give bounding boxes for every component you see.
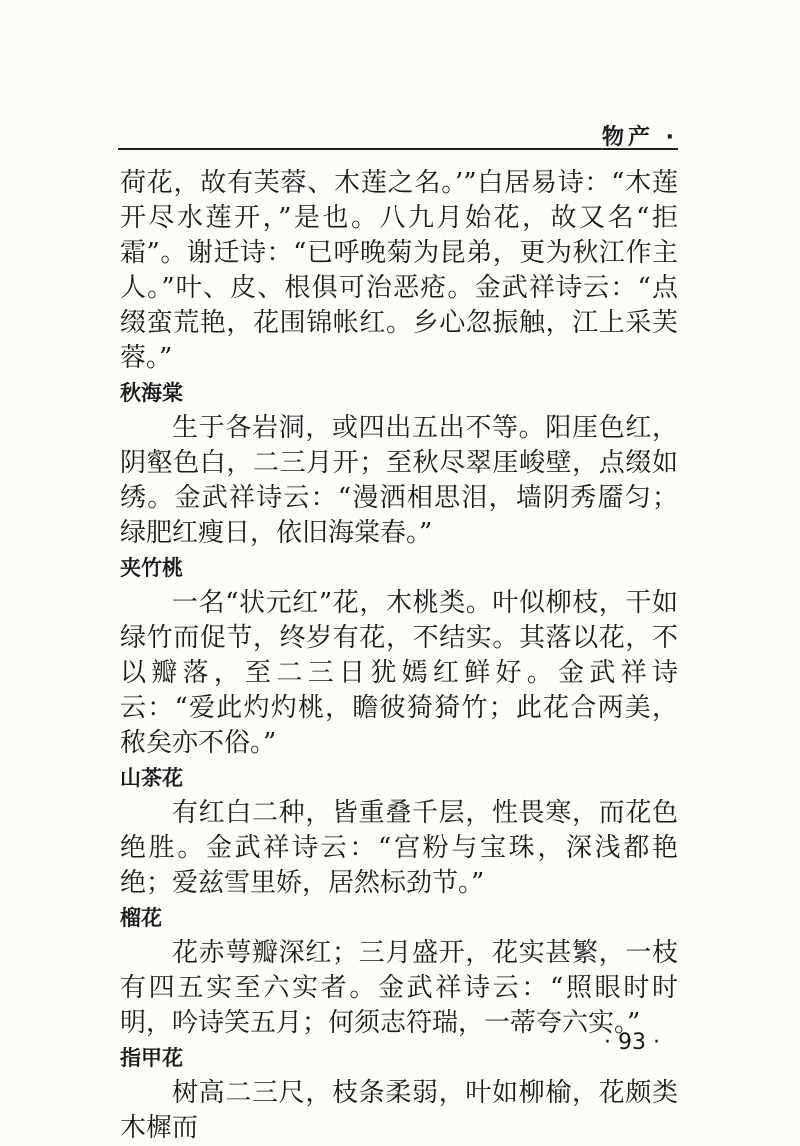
entry-text: 花赤萼瓣深红；三月盛开，花实甚繁，一枝有四五实至六实者。金武祥诗云：“照眼时时明，吟诗笑五月；何须志符瑞，一蒂夸六实。” — [120, 938, 678, 1038]
entry-text: 有红白二种，皆重叠千层，性畏寒，而花色绝胜。金武祥诗云：“宫粉与宝珠，深浅都艳绝；爱兹雪里娇，居然标劲节。” — [120, 798, 678, 898]
running-header: 物产 · — [601, 125, 678, 150]
entry-title: 指甲花 — [120, 1046, 183, 1070]
opening-paragraph: 荷花，故有芙蓉、木莲之名。’”白居易诗：“木莲开尽水莲开，”是也。八九月始花，故又名“拒霜”。谢迁诗：“已呼晚菊为昆弟，更为秋江作主人。”叶、皮、根俱可治恶疮。金武祥诗云：“点缀蛮荒艳，花围锦帐红。乡心忽振触，江上采芙蓉。” — [120, 168, 678, 373]
entry-title: 秋海棠 — [120, 381, 183, 405]
entry-qiuhaitang — [120, 376, 678, 551]
entry-jiazhutao — [120, 551, 678, 761]
page-body — [120, 166, 678, 1146]
entry-title: 夹竹桃 — [120, 556, 183, 580]
header-rule — [118, 148, 678, 150]
entry-liuhua — [120, 901, 678, 1041]
entry-title: 榴花 — [120, 906, 162, 930]
entry-text: 生于各岩洞，或四出五出不等。阳厓色红，阴壑色白，二三月开；至秋尽翠厓峻壁，点缀如绣。金武祥诗云：“漫洒相思泪，墙阴秀靥匀；绿肥红瘦日，依旧海棠春。” — [120, 413, 678, 548]
entry-title: 山茶花 — [120, 766, 183, 790]
entry-zhijiahua — [120, 1041, 678, 1146]
entry-text: 一名“状元红”花，木桃类。叶似柳枝，干如绿竹而促节，终岁有花，不结实。其落以花，不以瓣落，至二三日犹嫣红鲜好。金武祥诗云：“爱此灼灼桃，瞻彼猗猗竹；此花合两美，秾矣亦不俗。” — [120, 588, 678, 758]
entry-shanchahua — [120, 761, 678, 901]
entry-text: 树高二三尺，枝条柔弱，叶如柳榆，花颇类木樨而 — [120, 1078, 678, 1143]
page-number: · 93 · — [604, 1030, 660, 1055]
